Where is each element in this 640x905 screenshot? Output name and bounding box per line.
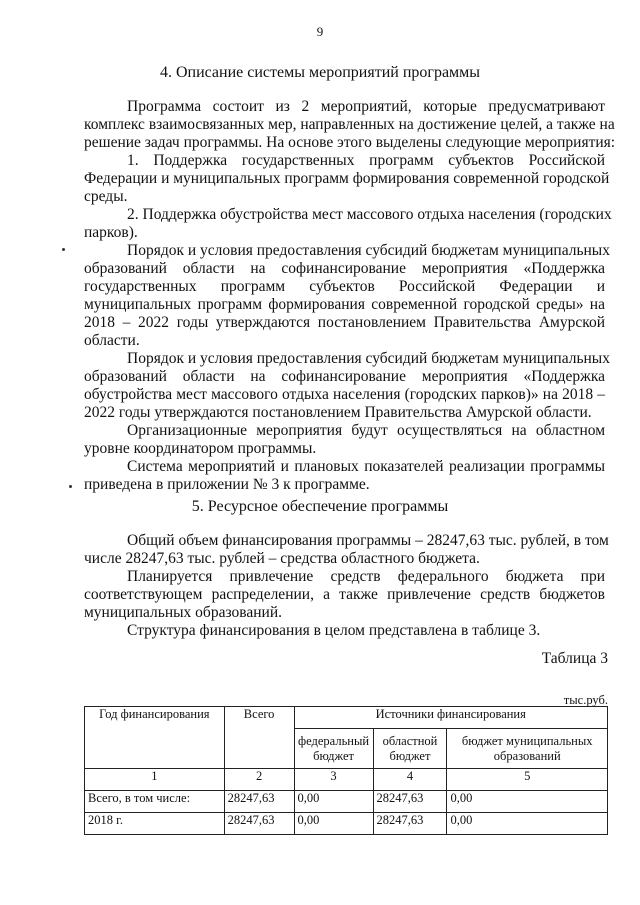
text-line: парков). [84,224,138,241]
text-line: Программа состоит из 2 мероприятий, которые предусматривают [127,98,605,115]
header-federal: федеральный бюджет [294,729,373,769]
text-line: обустройства мест массового отдыха населения (городских парков)» на 2018 – [84,386,605,403]
table-row [85,813,608,835]
text-line: уровне координатором программы. [84,440,317,457]
cell-total: 28247,63 [224,813,294,835]
cell-federal: 0,00 [294,791,373,813]
table-units: тыс.руб. [563,693,608,707]
table-row [85,791,608,813]
header-regional: областной бюджет [373,729,447,769]
cell-total: 28247,63 [224,791,294,813]
cell-municipal: 0,00 [447,791,608,813]
column-number: 3 [294,769,373,791]
table-caption: Таблица 3 [541,650,608,667]
list-item-2: 2. Поддержка обустройства мест массового отдыха населения (городских [127,206,612,223]
text-line: 2018 – 2022 годы утверждаются постановлением Правительства Амурской [84,314,605,331]
header-total: Всего [224,707,294,769]
column-number: 4 [373,769,447,791]
text-line: Федерации и муниципальных программ формирования современной городской [84,170,610,187]
text-line: Порядок и условия предоставления субсидий бюджетам муниципальных [127,242,610,259]
section-5-heading: 5. Ресурсное обеспечение программы [191,498,449,515]
text-line: Структура финансирования в целом представлена в таблице 3. [127,622,541,639]
text-line: образований области на софинансирование мероприятия «Поддержка [84,260,605,277]
text-line: Система мероприятий и плановых показателей реализации программы [127,458,605,475]
text-line: Организационные мероприятия будут осуществляться на областном [127,422,605,439]
scan-speck [69,485,72,488]
column-number: 5 [447,769,608,791]
column-number-row [85,769,608,791]
text-line: Общий объем финансирования программы – 28247,63 тыс. рублей, в том [127,532,609,549]
header-year: Год финансирования [85,707,225,769]
text-line: приведена в приложении № 3 к программе. [84,476,370,493]
cell-municipal: 0,00 [447,813,608,835]
row-label: 2018 г. [85,813,225,835]
column-number: 1 [85,769,225,791]
row-label: Всего, в том числе: [85,791,225,813]
column-number: 2 [224,769,294,791]
text-line: 2022 годы утверждаются постановлением Правительства Амурской области. [84,404,592,421]
cell-regional: 28247,63 [373,813,447,835]
header-municipal: бюджет муниципальных образований [447,729,608,769]
scan-speck [62,248,65,251]
text-line: комплекс взаимосвязанных мер, направленных на достижение целей, а также на [84,116,615,133]
text-line: соответствующем распределении, а также привлечение средств бюджетов [84,586,605,603]
header-sources: Источники финансирования [294,707,607,729]
text-line: муниципальных образований. [84,604,282,621]
text-line: числе 28247,63 тыс. рублей – средства областного бюджета. [84,550,480,567]
text-line: образований области на софинансирование мероприятия «Поддержка [84,368,605,385]
financing-table [84,706,608,835]
list-item-1: 1. Поддержка государственных программ субъектов Российской [127,152,605,169]
text-line: Планируется привлечение средств федерального бюджета при [127,568,605,585]
text-line: среды. [84,188,128,205]
cell-regional: 28247,63 [373,791,447,813]
text-line: Порядок и условия предоставления субсидий бюджетам муниципальных [127,350,610,367]
text-line: области. [84,332,140,349]
cell-federal: 0,00 [294,813,373,835]
text-line: государственных программ субъектов Российской Федерации и [84,278,605,295]
section-4-heading: 4. Описание системы мероприятий программы [159,64,481,81]
page-number: 9 [316,24,324,39]
text-line: решение задач программы. На основе этого выделены следующие мероприятия: [84,134,616,151]
text-line: муниципальных программ формирования современной городской среды» на [84,296,605,313]
